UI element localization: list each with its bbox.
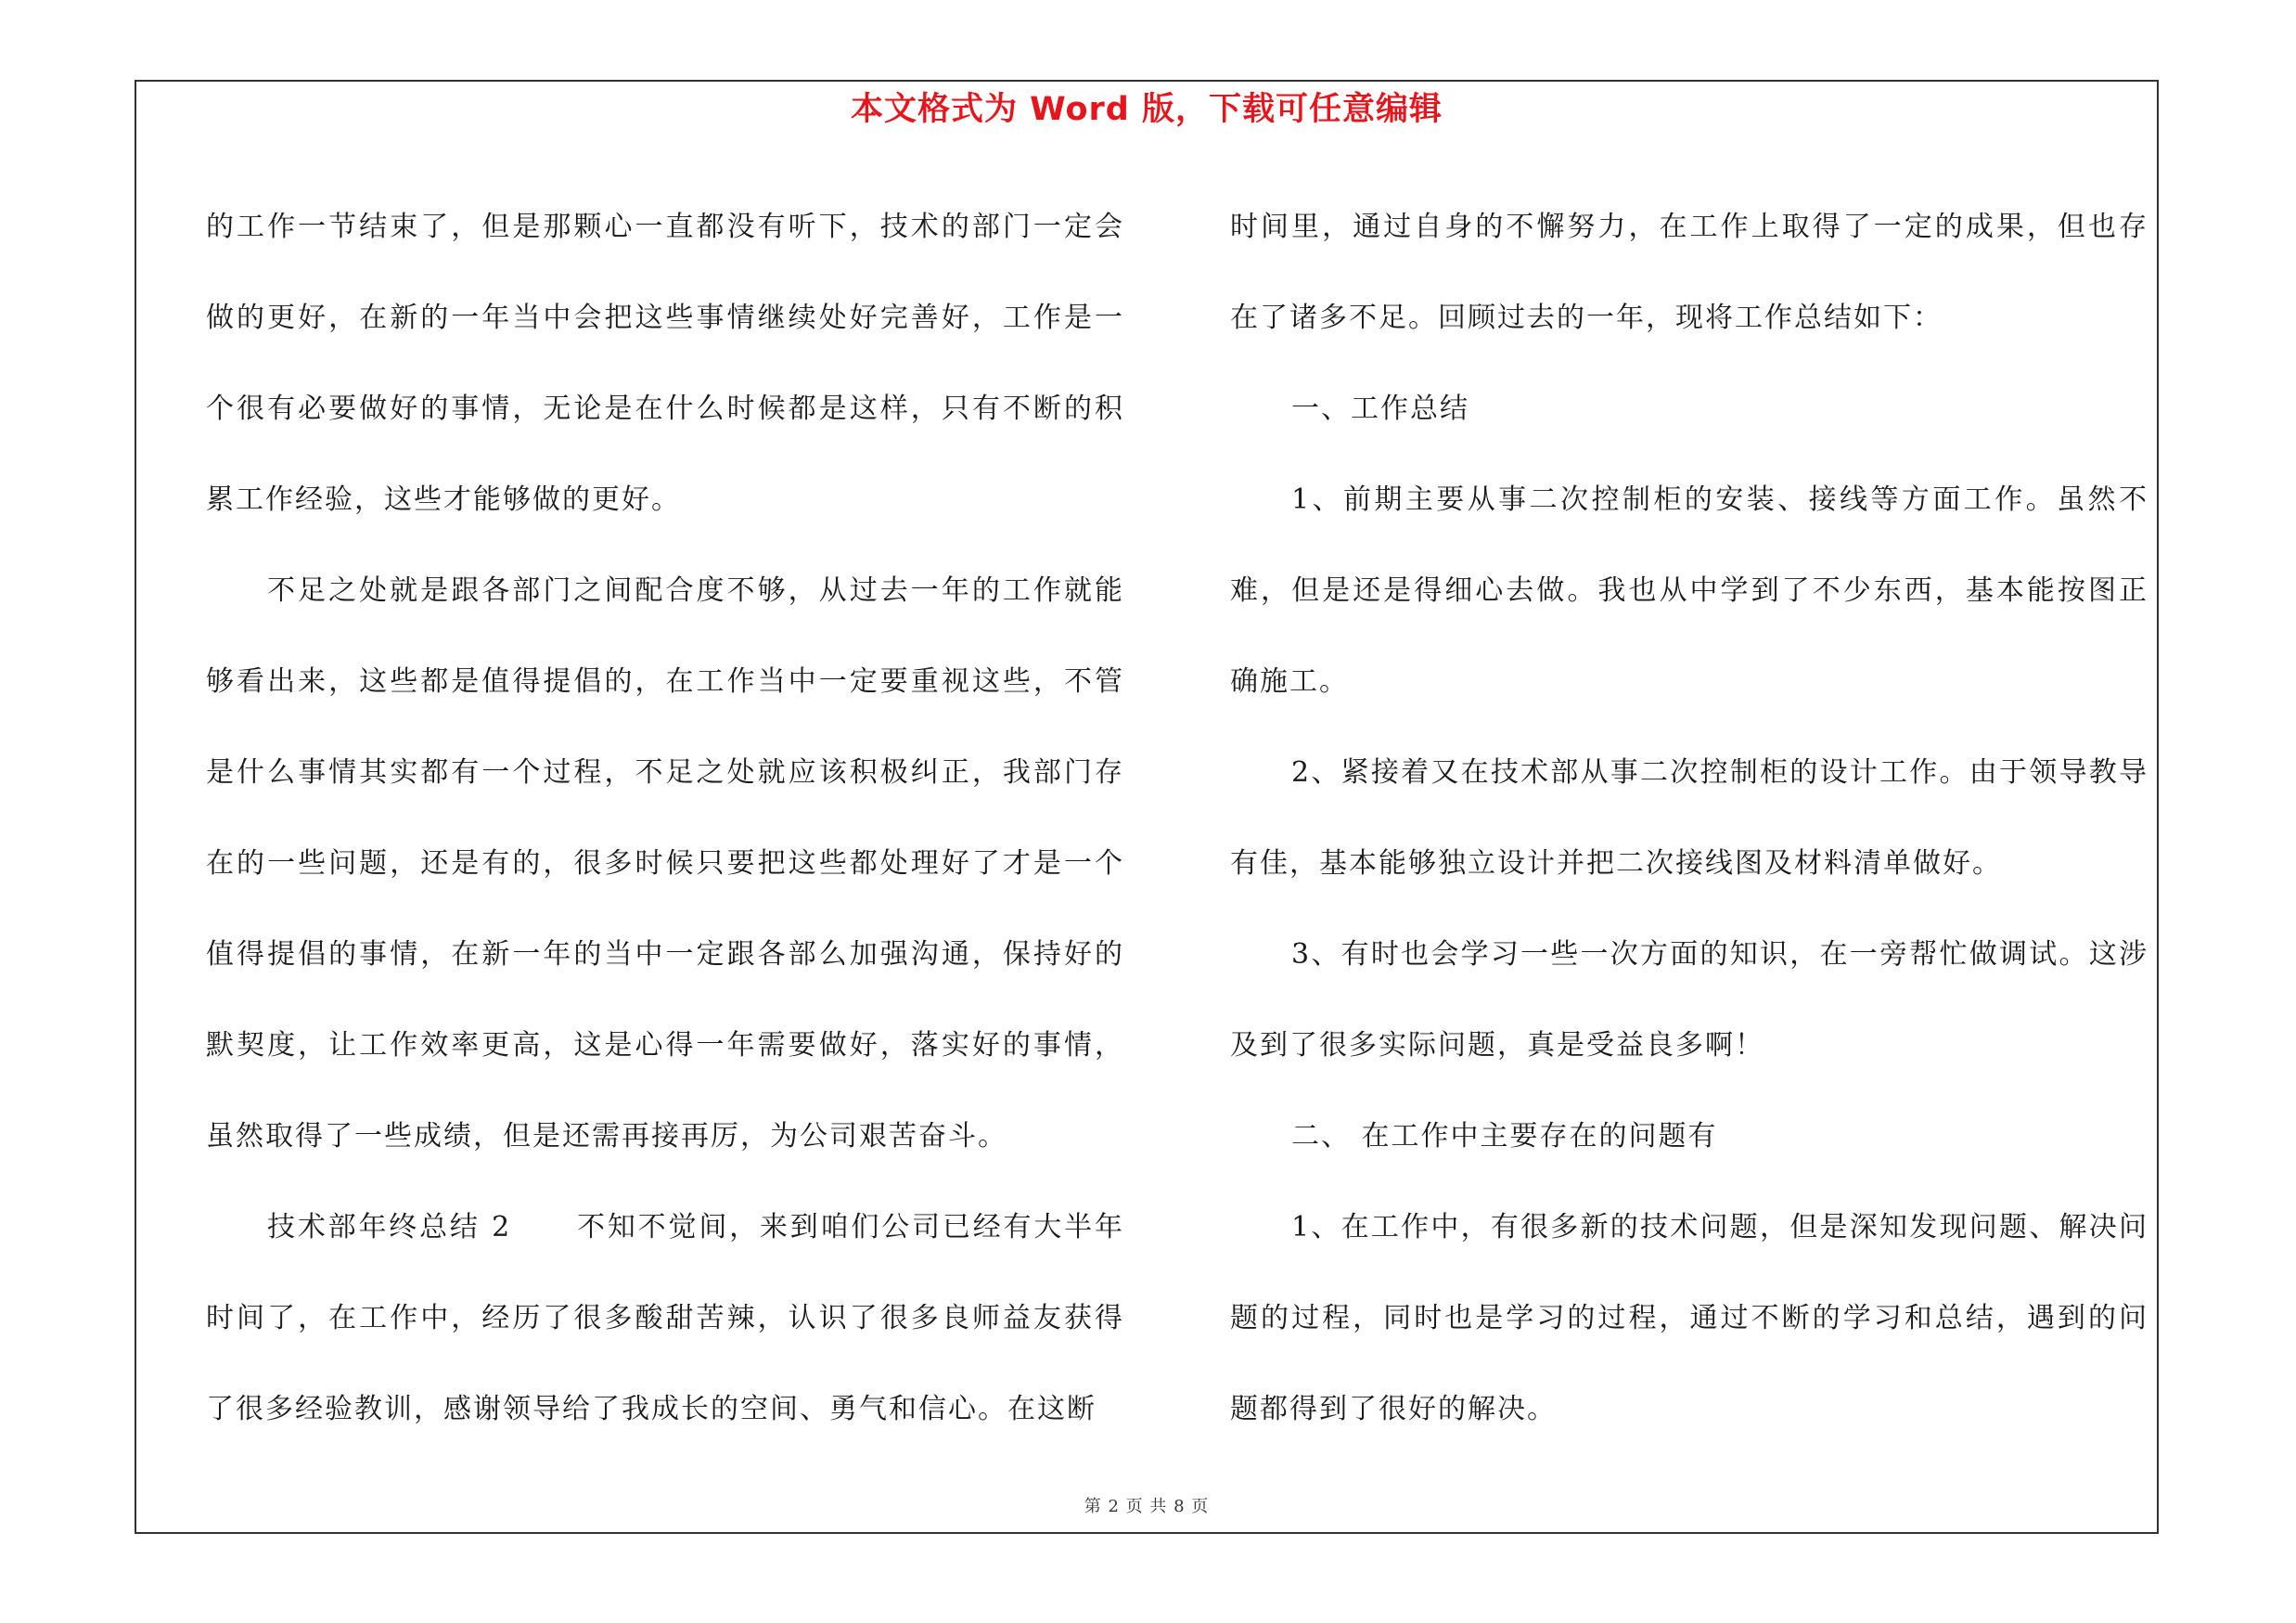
list-item: 1、前期主要从事二次控制柜的安装、接线等方面工作。虽然不难，但是还是得细心去做。我也从中学到了不少东西，基本能按图正确施工。 [1230, 483, 2148, 698]
paragraph-text: 不知不觉间，来到咱们公司已经有大半年时间了，在工作中，经历了很多酸甜苦辣，认识了很多良师益友获得了很多经验教训，感谢领导给了我成长的空间、勇气和信心。在这断 [206, 1211, 1125, 1425]
paragraph: 时间里，通过自身的不懈努力，在工作上取得了一定的成果，但也存在了诸多不足。回顾过去的一年，现将工作总结如下： [1230, 211, 2148, 334]
list-item: 1、在工作中，有很多新的技术问题，但是深知发现问题、解决问题的过程，同时也是学习的过程，通过不断的学习和总结，遇到的问题都得到了很好的解决。 [1230, 1211, 2148, 1425]
section-heading: 一、工作总结 [1291, 393, 1469, 425]
list-item: 3、有时也会学习一些一次方面的知识，在一旁帮忙做调试。这涉及到了很多实际问题，真是受益良多啊！ [1230, 938, 2148, 1062]
word-format-banner: 本文格式为 Word 版，下载可任意编辑 [850, 91, 1443, 128]
left-column [206, 182, 1124, 1455]
list-item: 2、紧接着又在技术部从事二次控制柜的设计工作。由于领导教导有佳，基本能够独立设计并把二次接线图及材料清单做好。 [1230, 756, 2148, 880]
paragraph: 不足之处就是跟各部门之间配合度不够，从过去一年的工作就能够看出来，这些都是值得提倡的，在工作当中一定要重视这些，不管是什么事情其实都有一个过程，不足之处就应该积极纠正，我部门存在的一些问题，还是有的，很多时候只要把这些都处理好了才是一个值得提倡的事情，在新一年的当中一定跟各部么加强沟通，保持好的默契度，让工作效率更高，这是心得一年需要做好，落实好的事情，虽然取得了一些成绩，但是还需再接再厉，为公司艰苦奋斗。 [206, 574, 1124, 1153]
paragraph: 的工作一节结束了，但是那颗心一直都没有听下，技术的部门一定会做的更好，在新的一年当中会把这些事情继续处好完善好，工作是一个很有必要做好的事情，无论是在什么时候都是这样，只有不断的积累工作经验，这些才能够做的更好。 [206, 211, 1124, 516]
page-number: 第 2 页 共 8 页 [1084, 1497, 1210, 1516]
right-column [1230, 182, 2148, 1455]
paragraph [206, 1182, 1124, 1455]
section-title: 技术部年终总结 2 [267, 1211, 512, 1243]
section-heading: 二、 在工作中主要存在的问题有 [1291, 1120, 1718, 1153]
